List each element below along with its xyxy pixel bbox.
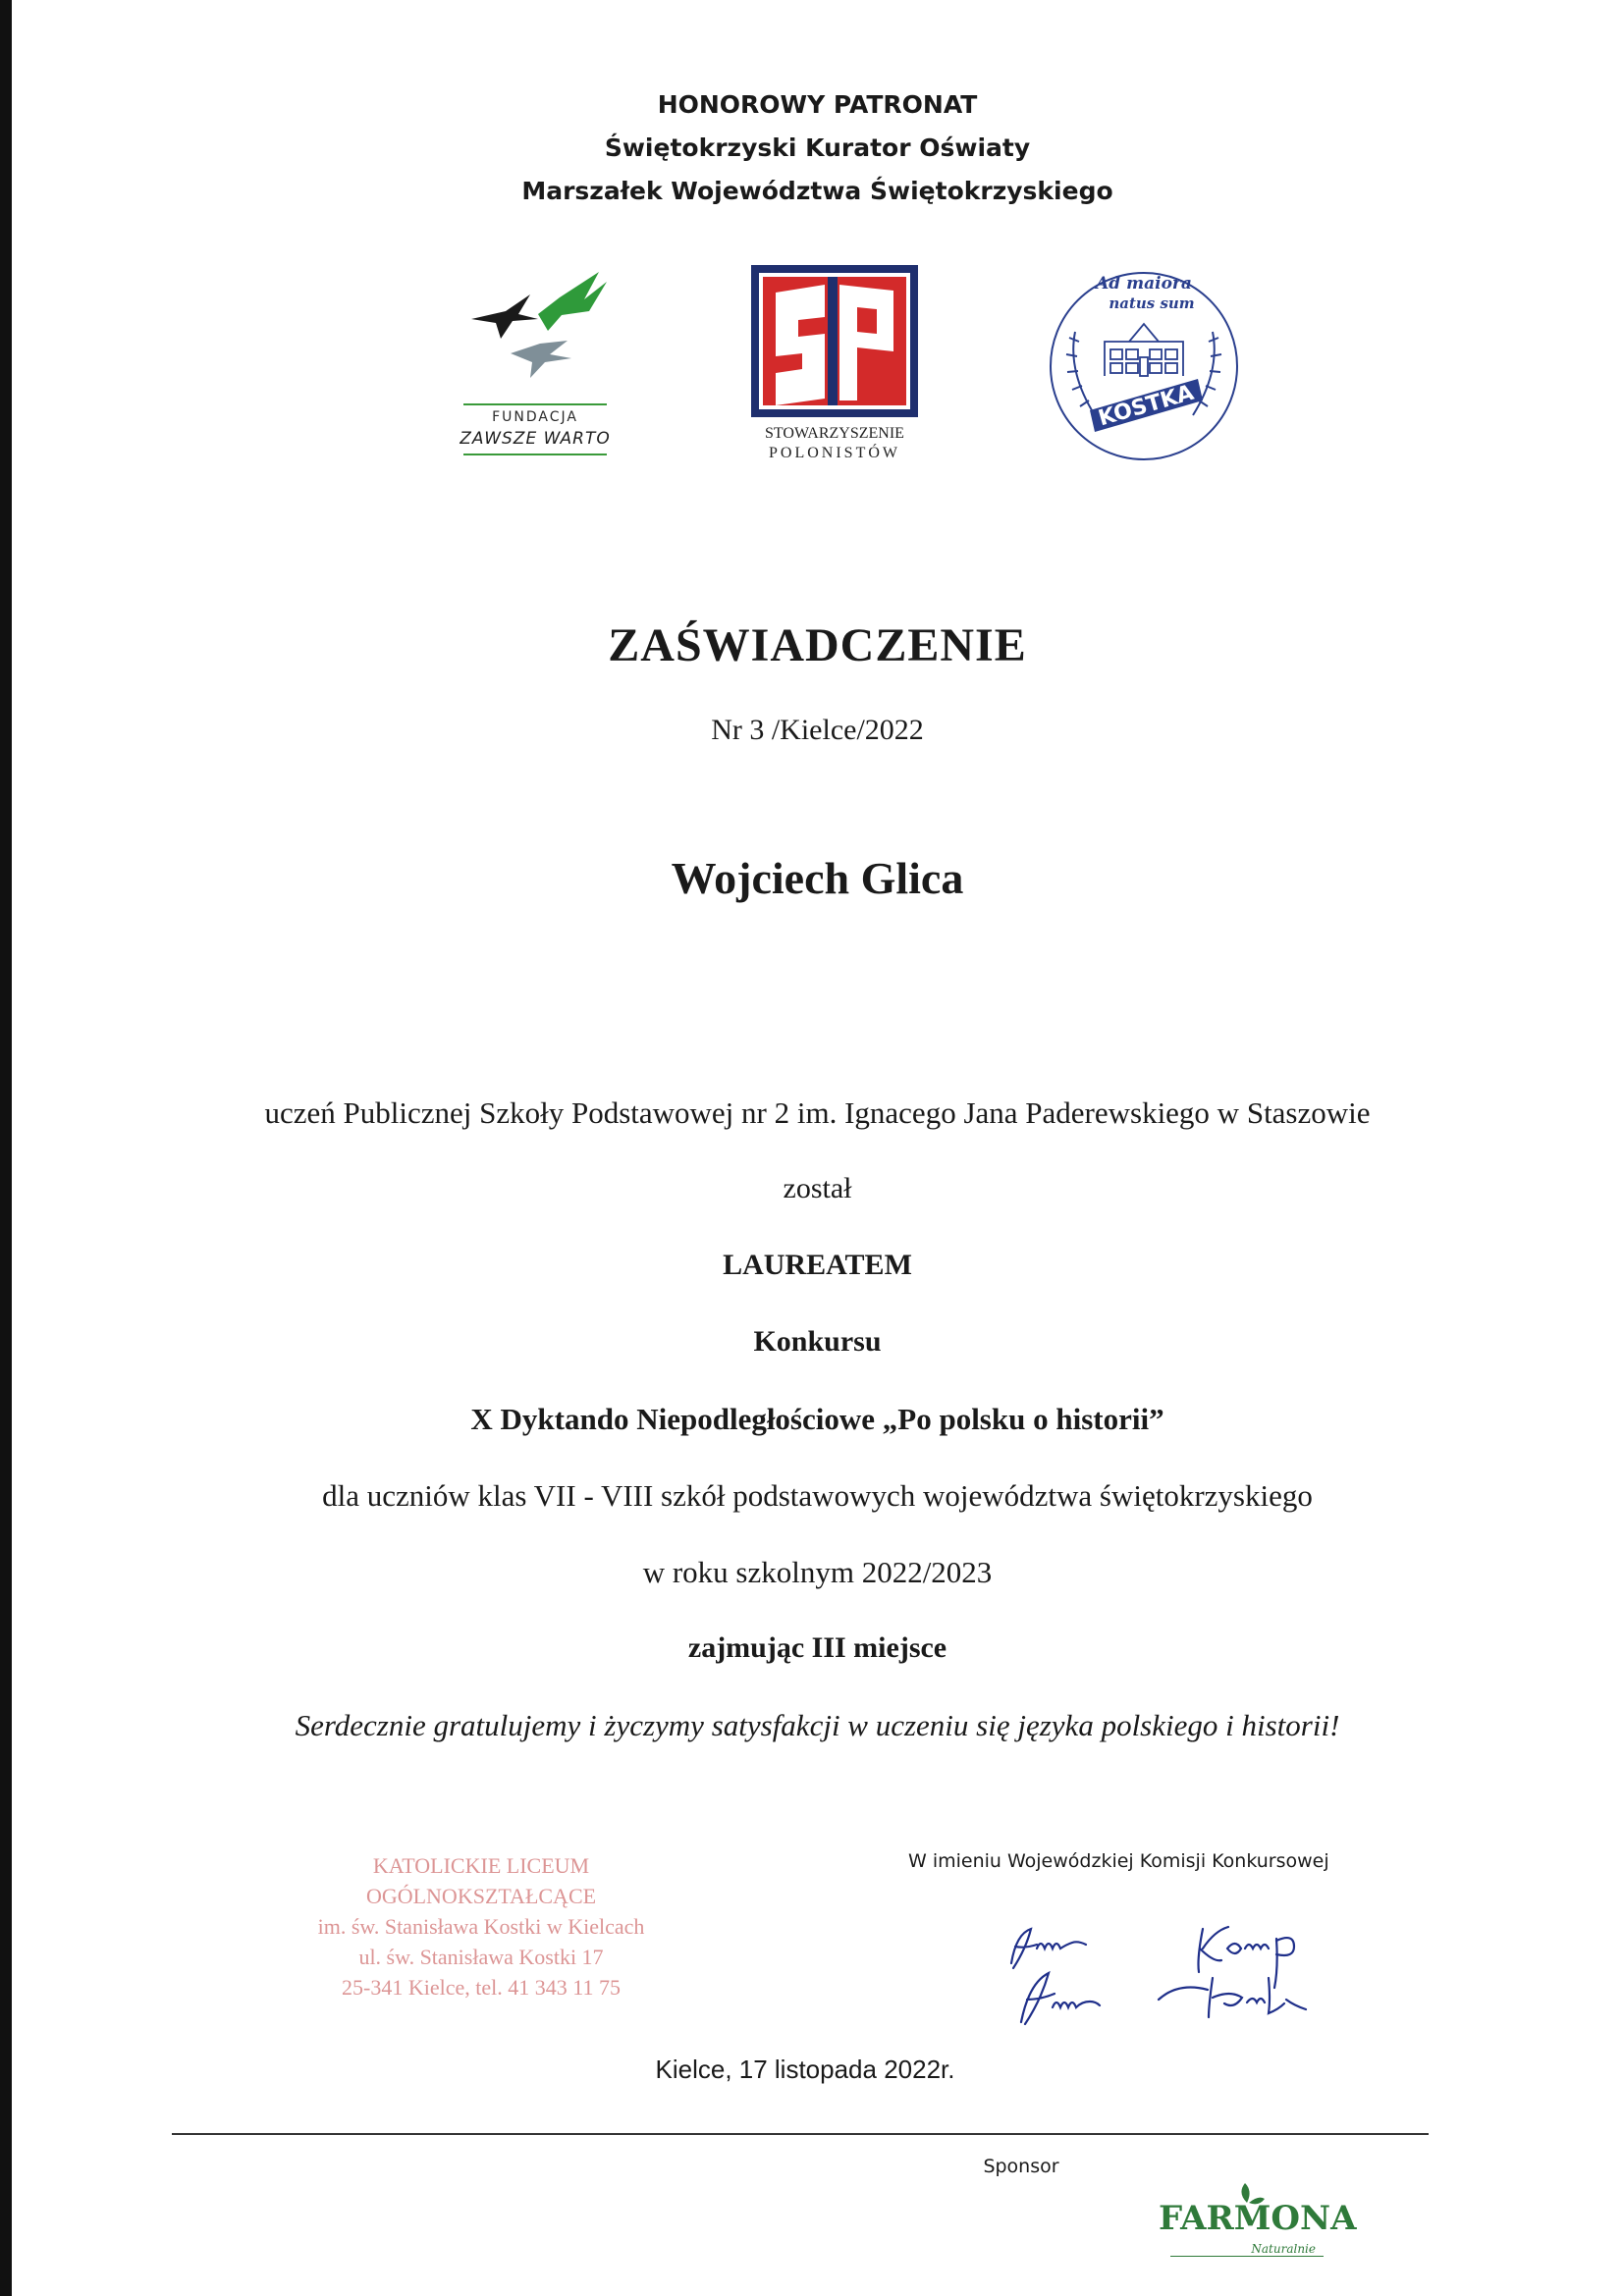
svg-text:KOSTKA: KOSTKA: [1095, 380, 1197, 432]
award-title: LAUREATEM: [723, 1249, 912, 1281]
swallows-icon: [452, 260, 619, 402]
stamp-line-3: ul. św. Stanisława Kostki 17: [358, 1945, 604, 1969]
svg-text:Ad maiora: Ad maiora: [1096, 274, 1192, 294]
kostka-school-crest: [1046, 263, 1242, 469]
school-year: w roku szkolnym 2022/2023: [642, 1555, 993, 1589]
placement: zajmując III miejsce: [687, 1631, 947, 1664]
school-crest-icon: [1046, 263, 1242, 469]
fundacja-zawsze-warto-logo: [452, 260, 619, 466]
patronage-line-2: Marszałek Województwa Świętokrzyskiego: [521, 177, 1113, 205]
fundacja-caption-top: FUNDACJA: [492, 409, 578, 425]
contest-label: Konkursu: [753, 1325, 882, 1358]
svg-text:natus sum: natus sum: [1109, 294, 1195, 312]
sp-logo-icon: [741, 263, 928, 420]
sp-caption-bottom: POLONISTÓW: [769, 445, 900, 461]
footer-divider: [172, 2133, 1429, 2135]
sponsor-label: Sponsor: [983, 2156, 1059, 2177]
stamp-line-4: 25-341 Kielce, tel. 41 343 11 75: [342, 1975, 621, 2000]
contest-name: X Dyktando Niepodległościowe „Po polsku o historii”: [470, 1402, 1164, 1436]
stowarzyszenie-polonistow-logo: [741, 263, 928, 469]
stamp-line-1: KATOLICKIE LICEUM OGÓLNOKSZTAŁCĄCE: [365, 1853, 597, 1908]
handwritten-signatures: [992, 1909, 1325, 2047]
farmona-underline: [1170, 2256, 1324, 2257]
farmona-sub: Naturalnie: [1251, 2242, 1316, 2256]
became-text: został: [783, 1172, 852, 1204]
fundacja-rule-bottom: [463, 454, 607, 455]
school-stamp: [285, 1850, 677, 2002]
fundacja-rule-top: [463, 403, 607, 405]
audience-line: dla uczniów klas VII - VIII szkół podstawowych województwa świętokrzyskiego: [322, 1478, 1313, 1513]
recipient-name: Wojciech Glica: [671, 853, 964, 903]
commission-heading: W imieniu Wojewódzkiej Komisji Konkursowej: [908, 1850, 1329, 1872]
scan-left-edge: [0, 0, 12, 2296]
farmona-logo: [1159, 2179, 1357, 2258]
date-place: Kielce, 17 listopada 2022r.: [655, 2055, 955, 2084]
sp-caption-top: STOWARZYSZENIE: [765, 425, 904, 442]
farmona-brand: FARMONA: [1159, 2199, 1357, 2238]
fundacja-caption-bottom: ZAWSZE WARTO: [460, 429, 611, 449]
document-number: Nr 3 /Kielce/2022: [711, 714, 924, 746]
school-line: uczeń Publicznej Szkoły Podstawowej nr 2 im. Ignacego Jana Paderewskiego w Staszowie: [264, 1095, 1371, 1130]
stamp-line-2: im. św. Stanisława Kostki w Kielcach: [317, 1914, 645, 1939]
patronage-line-1: Świętokrzyski Kurator Oświaty: [604, 133, 1031, 162]
document-title: ZAŚWIADCZENIE: [608, 619, 1027, 671]
patronage-title: HONOROWY PATRONAT: [657, 90, 978, 119]
congratulations-text: Serdecznie gratulujemy i życzymy satysfakcji w uczeniu się języka polskiego i historii!: [295, 1708, 1340, 1742]
